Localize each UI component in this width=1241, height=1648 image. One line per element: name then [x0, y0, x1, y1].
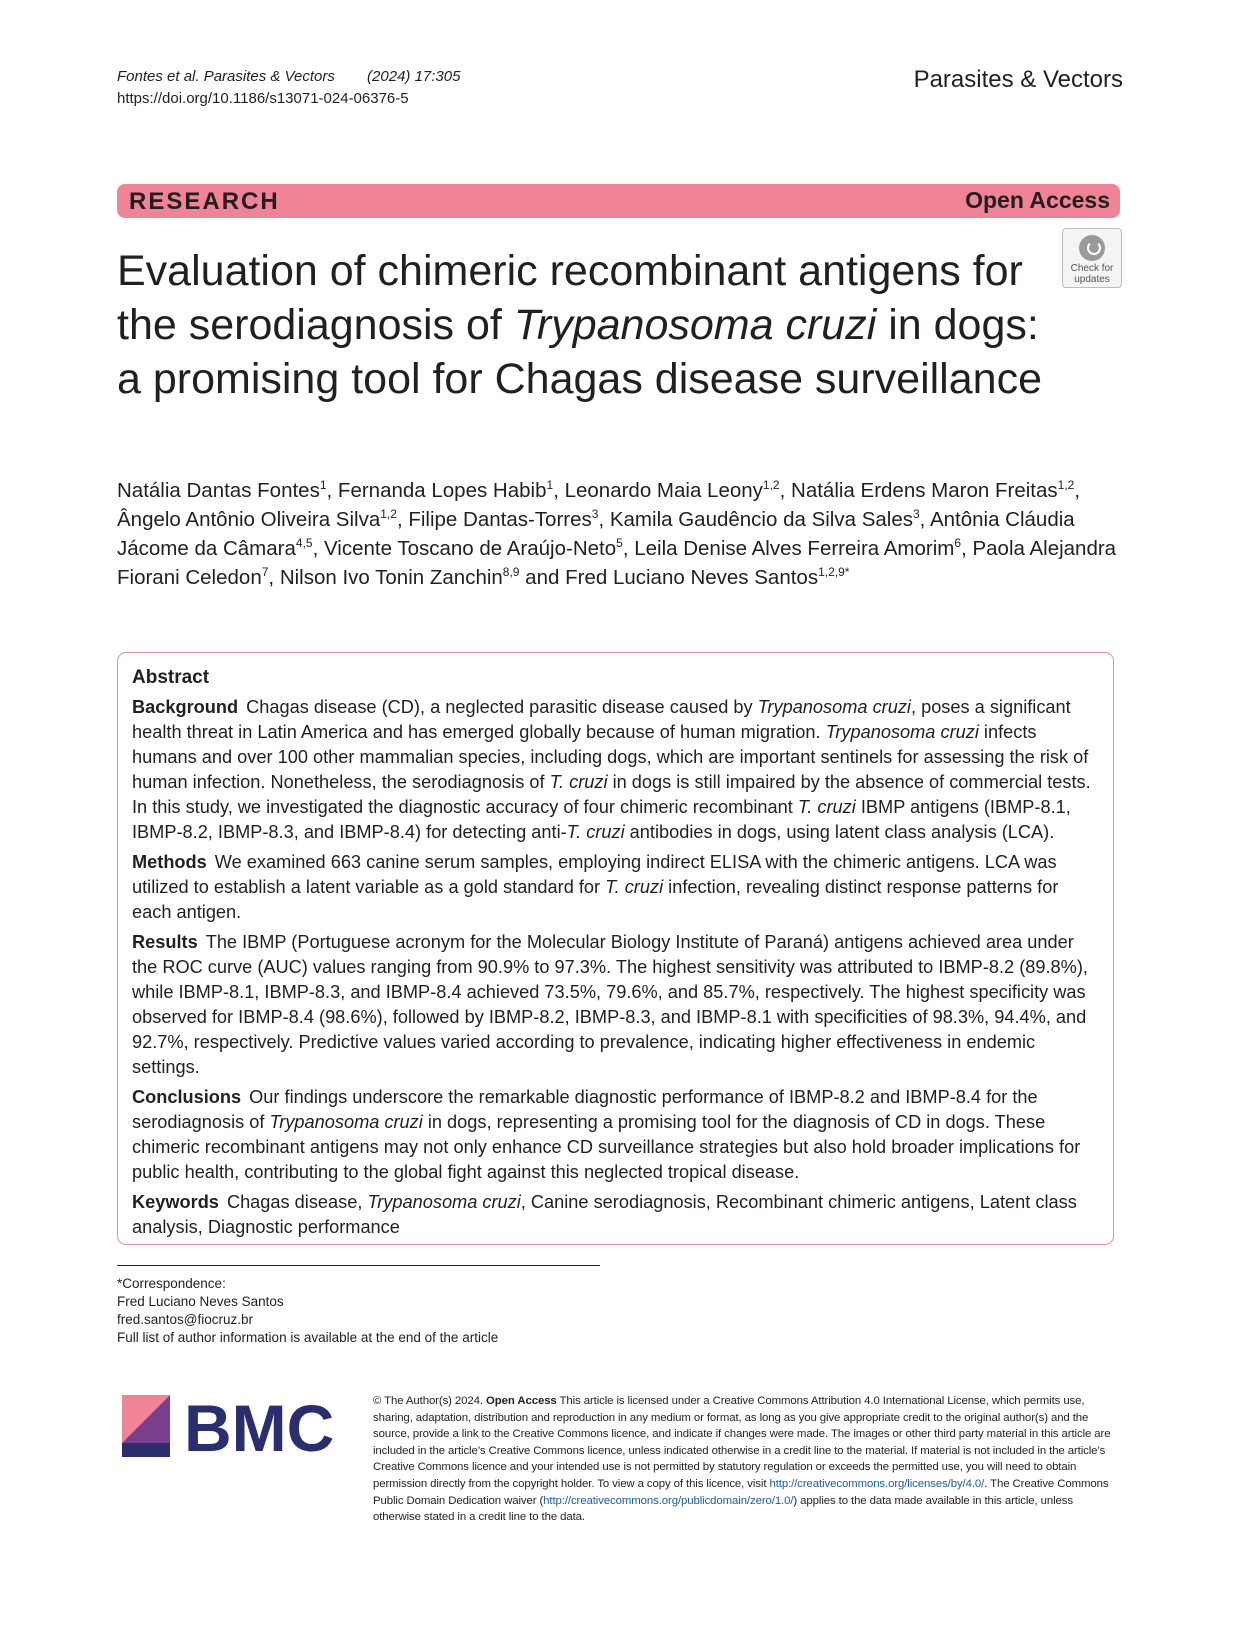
abstract-text: in dogs, representing a promising tool for the diagnosis of CD in dogs. These chimeric recombinant antigens may not only enhance CD surveillance strategies but also hold broader implications for public health, contributing to the global fight against this neglected tropical disease. [132, 1112, 1081, 1182]
author-name: Antônia Cláudia Jácome da Câmara [117, 508, 1075, 560]
species-name: T. cruzi [797, 797, 856, 817]
author-affiliation: 1,2 [762, 478, 780, 493]
author-name: Vicente Toscano de Araújo-Neto [323, 537, 617, 560]
methods-label: Methods [132, 852, 207, 872]
author-list: Natália Dantas Fontes$^1$, Fernanda Lopes Habib$^1$, Leonardo Maia Leony$^{1,2}$, Natália Erdens Maron Freitas$^{1,2}$, Ângelo Antônio Oliveira Silva$^{1,2}$, Filipe Dantas-Torres$^3$, Kamila Gaudêncio da Silva Sales$^3$, Antônia Cláudia Jácome da Câmara$^{4,5}$, Vicente Toscano de Araújo-Neto$^5$, Leila Denise Alves Ferreira Amorim$^6$, Paola Alejandra Fiorani Celedon$^7$, Nilson Ivo Tonin Zanchin$^{8,9}$ and Fred Luciano Neves Santos$^{1,2,9*}$ [117, 478, 1117, 589]
author-affiliation: 1,2 [1057, 478, 1075, 493]
author-name: Fernanda Lopes Habib [337, 479, 547, 502]
section-label: RESEARCH [129, 188, 280, 215]
author-affiliation: 8,9 [502, 565, 520, 580]
abstract-methods [132, 850, 1099, 925]
title-part-2: in dogs: a promising tool for Chagas disease surveillance [117, 301, 1042, 403]
correspondence-name: Fred Luciano Neves Santos [117, 1294, 284, 1309]
abstract-text: infects humans and over 100 other mammalian species, including dogs, which are important sentinels for assessing the risk of human infection. Nonetheless, the serodiagnosis of [132, 722, 1089, 792]
abstract-text: antibodies in dogs, using latent class analysis (LCA). [624, 822, 1055, 842]
background-label: Background [132, 697, 239, 717]
author-name: Nilson Ivo Tonin Zanchin [279, 566, 503, 589]
title-species: Trypanosoma cruzi [513, 301, 877, 349]
copyright: © The Author(s) 2024. [373, 1395, 483, 1407]
journal-name: Parasites & Vectors [913, 66, 1123, 93]
species-name: Trypanosoma cruzi [269, 1112, 423, 1132]
correspondence-block [117, 1275, 498, 1347]
abstract-keywords [132, 1190, 1099, 1240]
abstract-text: We examined 663 canine serum samples, employing indirect ELISA with the chimeric antigens. LCA was utilized to establish a latent variable as a gold standard for [132, 852, 1057, 897]
abstract-conclusions [132, 1085, 1099, 1185]
abstract-text: Chagas disease (CD), a neglected parasitic disease caused by [246, 697, 758, 717]
author-info-note: Full list of author information is available at the end of the article [117, 1330, 499, 1345]
refresh-icon [1079, 235, 1105, 261]
author-affiliation: 4,5 [295, 536, 313, 551]
species-name: Trypanosoma cruzi [825, 722, 979, 742]
author-name: Kamila Gaudêncio da Silva Sales [609, 508, 913, 531]
species-name: T. cruzi [566, 822, 625, 842]
bmc-logo [122, 1395, 342, 1457]
correspondence-email[interactable]: fred.santos@fiocruz.br [117, 1312, 254, 1327]
abstract-background [132, 695, 1099, 845]
title-part-1: Evaluation of chimeric recombinant antigens for the serodiagnosis of [117, 247, 1023, 349]
species-name: Trypanosoma cruzi [757, 697, 911, 717]
license-text-1: This article is licensed under a Creative Commons Attribution 4.0 International License, which permits use, sharing, adaptation, distribution and reproduction in any medium or format, as long as you give appropriate credit to the original author(s) and the source, provide a link to the Creative Commons licence, and indicate if changes were made. The images or other third party material in this article are included in the article’s Creative Commons licence, unless indicated otherwise in a credit line to the material. If material is not included in the article’s Creative Commons licence and your intended use is not permitted by statutory regulation or exceeds the permitted use, you will need to obtain permission directly from the copyright holder. To view a copy of this licence, visit [373, 1395, 1111, 1490]
abstract-text: Chagas disease, [226, 1192, 368, 1212]
citation-year-volume: (2024) 17:305 [367, 68, 461, 85]
logo-text: BMC [184, 1395, 335, 1457]
license-text-2: . The Creative Commons Public Domain Dedication waiver ( [373, 1477, 1109, 1507]
article-title [117, 244, 1057, 406]
species-name: Trypanosoma cruzi [367, 1192, 521, 1212]
abstract-text: IBMP antigens (IBMP-8.1, IBMP-8.2, IBMP-8.3, and IBMP-8.4) for detecting anti- [132, 797, 1071, 842]
author-affiliation: 1 [319, 478, 327, 493]
correspondence-label: *Correspondence: [117, 1276, 226, 1291]
license-oa-label: Open Access [486, 1395, 557, 1407]
abstract-text: infection, revealing distinct response patterns for each antigen. [132, 877, 1059, 922]
cc0-link[interactable]: http://creativecommons.org/publicdomain/zero/1.0/ [543, 1494, 794, 1507]
author-affiliation: 7 [261, 565, 269, 580]
license-statement [373, 1393, 1113, 1526]
abstract-text: Our findings underscore the remarkable diagnostic performance of IBMP-8.2 and IBMP-8.4 for the serodiagnosis of [132, 1087, 1038, 1132]
check-updates-line-1: Check for [1070, 263, 1114, 274]
check-for-updates-button[interactable] [1062, 228, 1122, 288]
citation-header [117, 66, 460, 110]
author-name: Fred Luciano Neves Santos [565, 566, 819, 589]
conclusions-label: Conclusions [132, 1087, 242, 1107]
section-banner [117, 184, 1120, 218]
license-text-3: ) applies to the data made available in this article, unless otherwise stated in a credit line to the data. [373, 1494, 1073, 1524]
keywords-label: Keywords [132, 1192, 219, 1212]
author-affiliation: 3 [591, 507, 599, 522]
results-text: The IBMP (Portuguese acronym for the Molecular Biology Institute of Paraná) antigens achieved area under the ROC curve (AUC) values ranging from 90.9% to 97.3%. The highest sensitivity was attributed to IBMP-8.2 (89.8%), while IBMP-8.1, IBMP-8.3, and IBMP-8.4 achieved 73.5%, 79.6%, and 85.7%, respectively. The highest specificity was observed for IBMP-8.4 (98.6%), followed by IBMP-8.2, IBMP-8.3, and IBMP-8.1 with specificities of 98.3%, 94.4%, and 92.7%, respectively. Predictive values varied according to prevalence, indicating higher effectiveness in endemic settings. [132, 932, 1088, 1077]
author-affiliation: 6 [954, 536, 962, 551]
species-name: T. cruzi [605, 877, 664, 897]
species-name: T. cruzi [549, 772, 608, 792]
author-affiliation: 3 [912, 507, 920, 522]
author-name: Paola Alejandra Fiorani Celedon [117, 537, 1117, 589]
author-name: Filipe Dantas-Torres [408, 508, 592, 531]
citation-authors: Fontes et al. Parasites & Vectors [117, 68, 335, 85]
author-affiliation: 1,2 [380, 507, 397, 522]
abstract-text: , Canine serodiagnosis, Recombinant chimeric antigens, Latent class analysis, Diagnostic performance [132, 1192, 1077, 1237]
abstract-text: in dogs is still impaired by the absence of commercial tests. In this study, we investigated the diagnostic accuracy of four chimeric recombinant [132, 772, 1091, 817]
doi-link[interactable]: https://doi.org/10.1186/s13071-024-06376-5 [117, 90, 409, 107]
author-name: Natália Erdens Maron Freitas [791, 479, 1058, 502]
abstract-heading: Abstract [132, 667, 210, 688]
author-name: Ângelo Antônio Oliveira Silva [117, 508, 381, 531]
author-affiliation: 5 [616, 536, 623, 551]
author-name: Leila Denise Alves Ferreira Amorim [634, 537, 955, 560]
results-label: Results [132, 932, 198, 952]
abstract-results [132, 930, 1099, 1080]
author-affiliation: 1 [546, 478, 554, 493]
footnote-divider [117, 1265, 600, 1266]
author-name: Leonardo Maia Leony [564, 479, 763, 502]
open-access-label: Open Access [965, 187, 1110, 213]
abstract-box [117, 652, 1114, 1245]
author-affiliation: 1,2,9* [818, 565, 850, 580]
logo-mark-navy [122, 1443, 170, 1457]
author-name: Natália Dantas Fontes [117, 479, 320, 502]
check-updates-line-2: updates [1074, 274, 1110, 285]
abstract-text: , poses a significant health threat in Latin America and has emerged globally because of human migration. [132, 697, 1071, 742]
cc-by-link[interactable]: http://creativecommons.org/licenses/by/4.0/ [769, 1477, 985, 1490]
